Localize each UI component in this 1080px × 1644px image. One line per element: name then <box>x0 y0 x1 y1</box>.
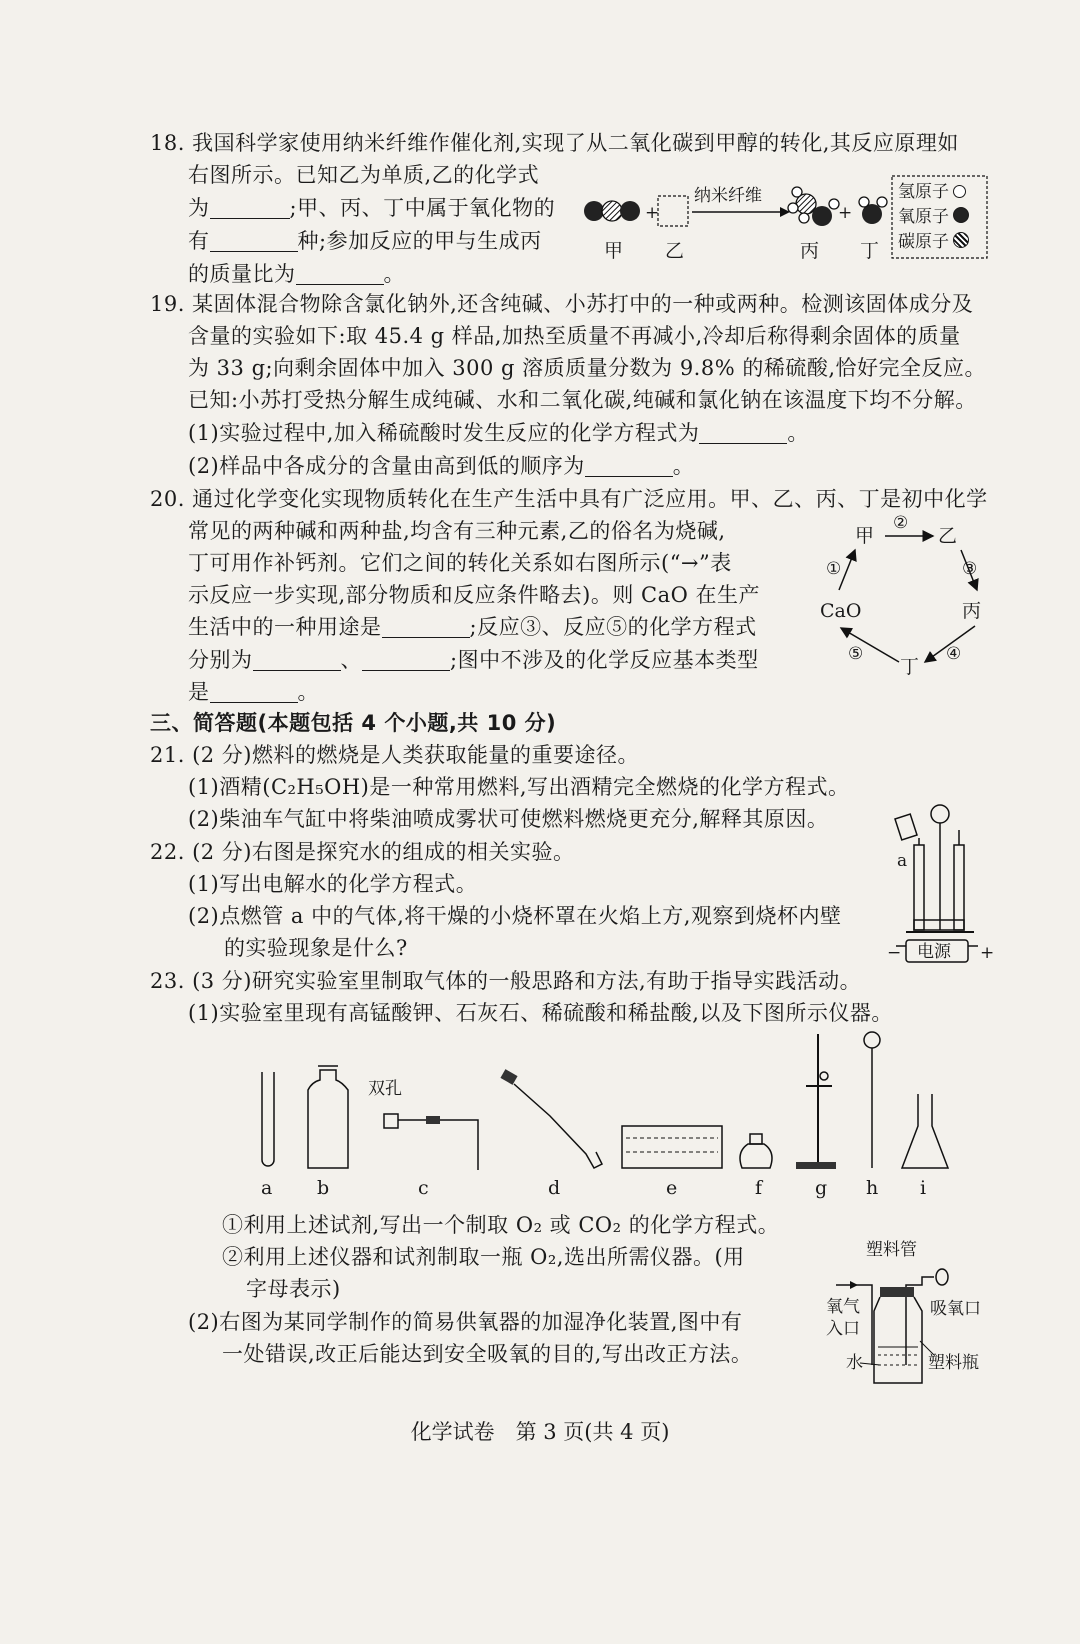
q20-text: 、 <box>340 648 362 672</box>
q20-line-1: 20. 通过化学变化实现物质转化在生产生活中具有广泛应用。甲、乙、丙、丁是初中化学 <box>150 487 988 511</box>
power-minus: − <box>887 943 902 963</box>
device-oxygen-label-2: 入口 <box>826 1319 860 1339</box>
double-hole-stopper <box>384 1114 398 1128</box>
oxygen-atom <box>812 206 832 226</box>
power-plus: + <box>980 943 995 963</box>
q18-blank-count[interactable] <box>210 229 298 252</box>
q23-line-5: 字母表示) <box>246 1277 341 1301</box>
q18-blank-ratio[interactable] <box>296 262 384 285</box>
q19-text: (2)样品中各成分的含量由高到低的顺序为 <box>188 454 585 478</box>
q18-line-5 <box>188 259 405 289</box>
q20-text: 生活中的一种用途是 <box>188 615 382 639</box>
plastic-bottle <box>874 1297 922 1383</box>
q19-line-5 <box>188 418 809 448</box>
q20-step-4: ④ <box>946 644 962 664</box>
q20-step-2: ② <box>893 513 909 533</box>
q19-line-3: 为 33 g;向剩余固体中加入 300 g 溶质质量分数为 9.8% 的稀硫酸,恰好完全反应。 <box>188 356 987 380</box>
q18-label-yi: 乙 <box>665 240 685 262</box>
instrument-label-h: h <box>866 1177 879 1199</box>
q20-line-2: 常见的两种碱和两种盐,均含有三种元素,乙的俗名为烧碱, <box>188 519 726 543</box>
q19-text: (1)实验过程中,加入稀硫酸时发生反应的化学方程式为 <box>188 421 700 445</box>
hydrogen-atom <box>859 197 869 207</box>
legend-carbon <box>898 230 969 254</box>
q20-node-bing: 丙 <box>962 600 982 622</box>
q18-text: 种;参加反应的甲与生成丙 <box>297 229 542 253</box>
device-bottle-label: 塑料瓶 <box>928 1353 979 1373</box>
q18-line-3 <box>188 193 555 223</box>
q22-line-1: 22. (2 分)右图是探究水的组成的相关实验。 <box>150 840 575 864</box>
legend-oxygen-label: 氧原子 <box>898 207 949 227</box>
q23-line-6: (2)右图为某同学制作的简易供氧器的加湿净化装置,图中有 <box>188 1310 743 1334</box>
legend-hydrogen <box>898 180 966 204</box>
q20-text: ;图中不涉及的化学反应基本类型 <box>450 648 759 672</box>
q20-step-3: ③ <box>962 559 978 579</box>
oxygen-atom <box>584 201 604 221</box>
q19-line-4: 已知:小苏打受热分解生成纯碱、水和二氧化碳,纯碱和氯化钠在该温度下均不分解。 <box>188 388 977 412</box>
q23-line-1: 23. (3 分)研究实验室里制取气体的一般思路和方法,有助于指导实践活动。 <box>150 969 862 993</box>
page-footer: 化学试卷 第 3 页(共 4 页) <box>410 1420 670 1444</box>
q20-line-6 <box>188 645 759 675</box>
q23-line-3: ①利用上述试剂,写出一个制取 O₂ 或 CO₂ 的化学方程式。 <box>222 1213 780 1237</box>
hydrogen-atom <box>799 213 809 223</box>
power-label: 电源 <box>917 942 951 962</box>
q22-line-2: (1)写出电解水的化学方程式。 <box>188 872 478 896</box>
q20-blank-eq3[interactable] <box>253 648 341 671</box>
q20-blank-type[interactable] <box>210 680 298 703</box>
legend-hydrogen-label: 氢原子 <box>898 182 949 202</box>
device-oxygen-label-1: 氧气 <box>826 1297 860 1317</box>
device-tube-label: 塑料管 <box>866 1240 917 1260</box>
oxygen-icon <box>953 207 969 223</box>
q19-line-2: 含量的实验如下:取 45.4 g 样品,加热至质量不再减小,冷却后称得剩余固体的质量 <box>188 324 961 348</box>
hydrogen-atom <box>877 197 887 207</box>
q18-text: 为 <box>188 196 210 220</box>
q19-line-1: 19. 某固体混合物除含氯化钠外,还含纯碱、小苏打中的一种或两种。检测该固体成分及 <box>150 292 974 316</box>
instrument-label-g: g <box>815 1177 828 1199</box>
q20-node-yi: 乙 <box>938 525 958 547</box>
double-hole-label: 双孔 <box>368 1079 402 1099</box>
instrument-label-i: i <box>920 1177 927 1199</box>
q23-instruments <box>250 1030 990 1190</box>
q20-blank-eq5[interactable] <box>362 648 450 671</box>
alcohol-lamp <box>740 1144 772 1168</box>
q20-node-jia: 甲 <box>855 525 875 547</box>
q20-line-3: 丁可用作补钙剂。它们之间的转化关系如右图所示(“→”表 <box>188 551 732 575</box>
q20-text: ;反应③、反应⑤的化学方程式 <box>469 615 757 639</box>
instrument-label-c: c <box>418 1177 429 1199</box>
q18-catalyst-label: 纳米纤维 <box>694 186 762 206</box>
q19-blank-order[interactable] <box>585 454 673 477</box>
q21-line-3: (2)柴油车气缸中将柴油喷成雾状可使燃料燃烧更充分,解释其原因。 <box>188 807 829 831</box>
q18-text: 的质量比为 <box>188 262 296 286</box>
arrow-1 <box>839 550 855 590</box>
q20-line-7 <box>188 677 319 707</box>
q23-line-4: ②利用上述仪器和试剂制取一瓶 O₂,选出所需仪器。(用 <box>222 1245 745 1269</box>
q20-blank-use[interactable] <box>382 615 470 638</box>
q21-line-1: 21. (2 分)燃料的燃烧是人类获取能量的重要途径。 <box>150 743 639 767</box>
water-trough <box>622 1126 722 1168</box>
q22-line-3: (2)点燃管 a 中的气体,将干燥的小烧杯罩在火焰上方,观察到烧杯内壁 <box>188 904 842 928</box>
legend-carbon-label: 碳原子 <box>898 232 949 252</box>
instrument-label-a: a <box>261 1177 273 1199</box>
tube-a-label: a <box>897 851 908 871</box>
instrument-label-f: f <box>755 1177 763 1199</box>
q18-plus-1: + <box>645 203 660 223</box>
q18-plus-2: + <box>838 203 853 223</box>
delivery-tube <box>514 1084 602 1168</box>
q18-label-bing: 丙 <box>800 240 820 262</box>
q18-line-4 <box>188 226 542 256</box>
test-tube <box>262 1072 274 1166</box>
hydrogen-icon <box>953 185 966 198</box>
hydrogen-atom <box>792 187 802 197</box>
q20-text: 。 <box>297 680 319 704</box>
legend-oxygen <box>898 205 969 229</box>
q20-node-ding: 丁 <box>900 656 920 678</box>
carbon-icon <box>953 232 969 248</box>
q18-blank-formula[interactable] <box>210 196 290 219</box>
q19-line-6 <box>188 451 694 481</box>
instrument-label-e: e <box>666 1177 678 1199</box>
gas-bottle <box>308 1070 348 1168</box>
instrument-label-d: d <box>548 1177 561 1199</box>
instrument-label-b: b <box>317 1177 330 1199</box>
q19-text: 。 <box>787 421 809 445</box>
q23-line-7: 一处错误,改正后能达到安全吸氧的目的,写出改正方法。 <box>222 1342 753 1366</box>
q20-step-1: ① <box>826 559 842 579</box>
q19-text: 。 <box>672 454 695 478</box>
q22-line-4: 的实验现象是什么? <box>224 936 408 960</box>
q18-text: ;甲、丙、丁中属于氧化物的 <box>289 196 556 220</box>
q23-line-2: (1)实验室里现有高锰酸钾、石灰石、稀硫酸和稀盐酸,以及下图所示仪器。 <box>188 1001 893 1025</box>
oxygen-atom <box>620 201 640 221</box>
tube-a <box>914 845 924 930</box>
q18-text: 有 <box>188 229 210 253</box>
unknown-box <box>658 196 688 226</box>
hydrogen-atom <box>788 203 798 213</box>
q18-label-jia: 甲 <box>604 240 624 262</box>
q18-line-1: 18. 我国科学家使用纳米纤维作催化剂,实现了从二氧化碳到甲醇的转化,其反应原理如 <box>150 131 959 155</box>
long-neck-funnel <box>864 1032 880 1048</box>
q20-line-4: 示反应一步实现,部分物质和反应条件略去)。则 CaO 在生产 <box>188 583 761 607</box>
q20-step-5: ⑤ <box>848 644 864 664</box>
q21-line-2: (1)酒精(C₂H₅OH)是一种常用燃料,写出酒精完全燃烧的化学方程式。 <box>188 775 850 799</box>
q18-line-2: 右图所示。已知乙为单质,乙的化学式 <box>188 163 540 187</box>
q20-line-5 <box>188 612 757 642</box>
carbon-atom <box>602 201 622 221</box>
q20-node-cao: CaO <box>820 600 862 622</box>
tube-b <box>954 845 964 930</box>
conical-flask <box>902 1094 948 1168</box>
q18-text: 。 <box>383 262 405 286</box>
q19-blank-equation[interactable] <box>699 421 787 444</box>
device-water-label: 水 <box>846 1353 863 1373</box>
section-3-heading: 三、简答题(本题包括 4 个小题,共 10 分) <box>150 711 557 735</box>
q20-text: 分别为 <box>188 648 253 672</box>
q18-label-ding: 丁 <box>860 240 880 262</box>
q20-text: 是 <box>188 680 210 704</box>
device-outlet-label: 吸氧口 <box>930 1299 981 1319</box>
